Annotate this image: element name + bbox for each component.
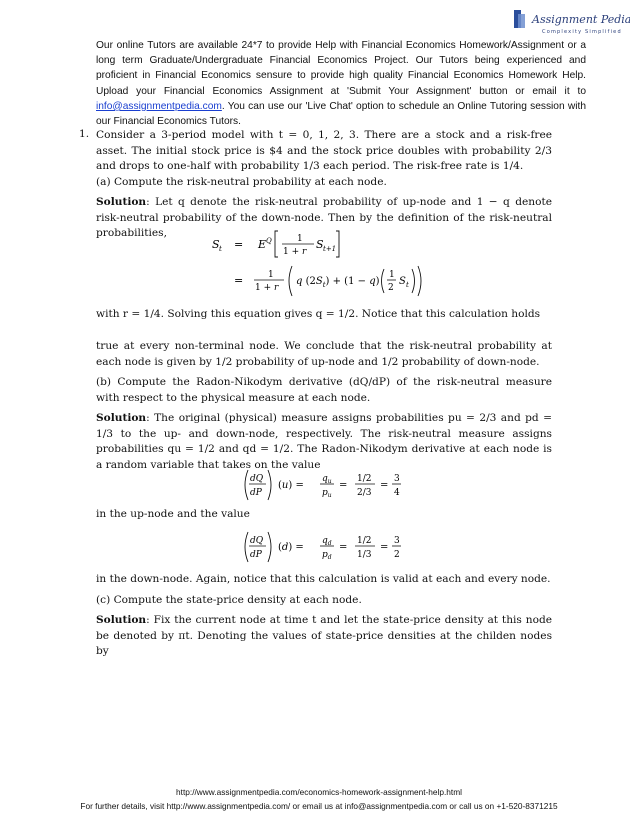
svg-text:1 + r: 1 + r	[283, 247, 307, 257]
svg-text:1: 1	[389, 270, 395, 280]
svg-text:Q: Q	[266, 237, 272, 245]
svg-text:1: 1	[268, 270, 274, 280]
footer-url[interactable]: http://www.assignmentpedia.com/economics-homework-assignment-help.html	[176, 787, 462, 797]
svg-text:4: 4	[394, 488, 400, 498]
svg-text:1 + r: 1 + r	[255, 283, 279, 293]
svg-text:3: 3	[394, 536, 400, 546]
svg-text:1/3: 1/3	[357, 550, 372, 560]
svg-text:1/2: 1/2	[357, 536, 372, 546]
svg-text:S: S	[316, 238, 324, 251]
svg-text:=: =	[234, 238, 244, 251]
intro-text: Our online Tutors are available 24*7 to provide Help with Financial Economics Homework/Assignment or a long term Graduate/Undergraduate Financial Economics Project. Our Tutors being experienced and proficient in Financial Economics sensure to provide high quality Financial Economics Homework Help. Upload your Financial Economics Assignment at 'Submit Your Assignment' button or email it to	[96, 40, 586, 97]
solution-label: Solution	[96, 196, 147, 208]
part-c-question: (c) Compute the state-price density at each node.	[96, 594, 362, 606]
svg-text:1: 1	[297, 234, 303, 244]
assignmentpedia-logo	[512, 6, 630, 40]
svg-text:qu: $q_u$	[322, 474, 332, 485]
solution-label-b: Solution	[96, 412, 147, 424]
email-link[interactable]: info@assignmentpedia.com	[96, 100, 222, 112]
svg-text:t: t	[219, 245, 222, 253]
svg-text:=: =	[339, 480, 348, 491]
svg-text:=: =	[380, 542, 389, 553]
part-c-solution	[96, 613, 552, 660]
svg-text:(u) =: (u) =	[278, 480, 304, 491]
svg-text:2: 2	[388, 283, 394, 293]
solution-text-c: : Fix the current node at time t and let the state-price density at this node be denoted by πt. Denoting the values of state-price densities at the childen nodes by	[96, 614, 552, 658]
solution-text-b: : The original (physical) measure assigns probabilities pu = 2/3 and pd = 1/3 to the up- and down-node, respectively. The risk-neutral measure assigns probabilities qu = 1/2 and qd = 1/2. The Radon-Nikodym derivative at each node is a random variable that takes on the value	[96, 412, 552, 471]
svg-text:pu: $p_u$	[322, 488, 332, 499]
svg-text:pd: $p_d$	[322, 550, 332, 561]
svg-text:t: t	[406, 281, 409, 289]
problem-number: 1.	[79, 128, 90, 140]
part-b-middle: in the up-node and the value	[96, 508, 250, 520]
equation-3	[236, 467, 436, 503]
solution-text: : Let q denote the risk-neutral probability of up-node and 1 − q denote risk-neutral probability of the down-node. Then by the definition of the risk-neutral probabilities,	[96, 196, 552, 240]
part-b-solution	[96, 411, 552, 473]
svg-text:S: S	[399, 276, 406, 287]
svg-text:dQ: dQ	[250, 536, 264, 546]
svg-text:(d) =: (d) =	[278, 542, 304, 553]
part-b-question: (b) Compute the Radon-Nikodym derivative (dQ/dP) of the risk-neutral measure with respect to the physical measure at each node.	[96, 376, 552, 404]
svg-text:=: =	[234, 274, 244, 287]
part-b-end: in the down-node. Again, notice that this calculation is valid at each and every node.	[96, 573, 551, 585]
solution-label-c: Solution	[96, 614, 147, 626]
svg-text:3: 3	[394, 474, 400, 484]
part-a-question: (a) Compute the risk-neutral probability at each node.	[96, 176, 387, 188]
svg-text:t+1: t+1	[323, 245, 337, 253]
svg-text:=: =	[339, 542, 348, 553]
part-a-continuation-1: with r = 1/4. Solving this equation gives q = 1/2. Notice that this calculation holds	[96, 308, 541, 320]
svg-text:=: =	[380, 480, 389, 491]
svg-text:E: E	[258, 238, 267, 251]
svg-text:2: 2	[394, 550, 400, 560]
svg-text:Assignment Pedia: Assignment Pedia	[532, 13, 630, 26]
part-a-continuation-2: true at every non-terminal node. We conclude that the risk-neutral probability at each node is given by 1/2 probability of up-node and 1/2 probability of down-node.	[96, 340, 552, 368]
equation-4	[236, 529, 436, 565]
problem-statement: Consider a 3-period model with t = 0, 1, 2, 3. There are a stock and a risk-free asset. The initial stock price is $4 and the stock price doubles with probability 2/3 and drops to one-half with probability 1/3 each period. The risk-free rate is 1/4.	[96, 129, 552, 173]
svg-text:dQ: dQ	[250, 474, 264, 484]
svg-text:S: S	[212, 238, 220, 251]
equation-1	[206, 227, 456, 261]
svg-text:dP: dP	[250, 550, 262, 560]
equation-2	[206, 262, 456, 300]
intro-paragraph	[96, 38, 586, 129]
intro-text-end: . You can use our 'Live Chat' option to schedule an Online Tutoring session with our Financial Economics Tutors.	[96, 100, 586, 128]
svg-text:q (2St) + (1 − q): q $(2S_t) + (1 - q)$	[296, 276, 380, 289]
svg-text:1/2: 1/2	[357, 474, 372, 484]
footer-contact: For further details, visit http://www.assignmentpedia.com/ or email us at info@assignmentpedia.com or call us on +1-520-8371215	[80, 801, 558, 811]
svg-text:2/3: 2/3	[357, 488, 372, 498]
svg-text:dP: dP	[250, 488, 262, 498]
svg-text:qd: $q_d$	[322, 536, 332, 547]
svg-text:Complexity Simplified: Complexity Simplified	[542, 29, 622, 35]
